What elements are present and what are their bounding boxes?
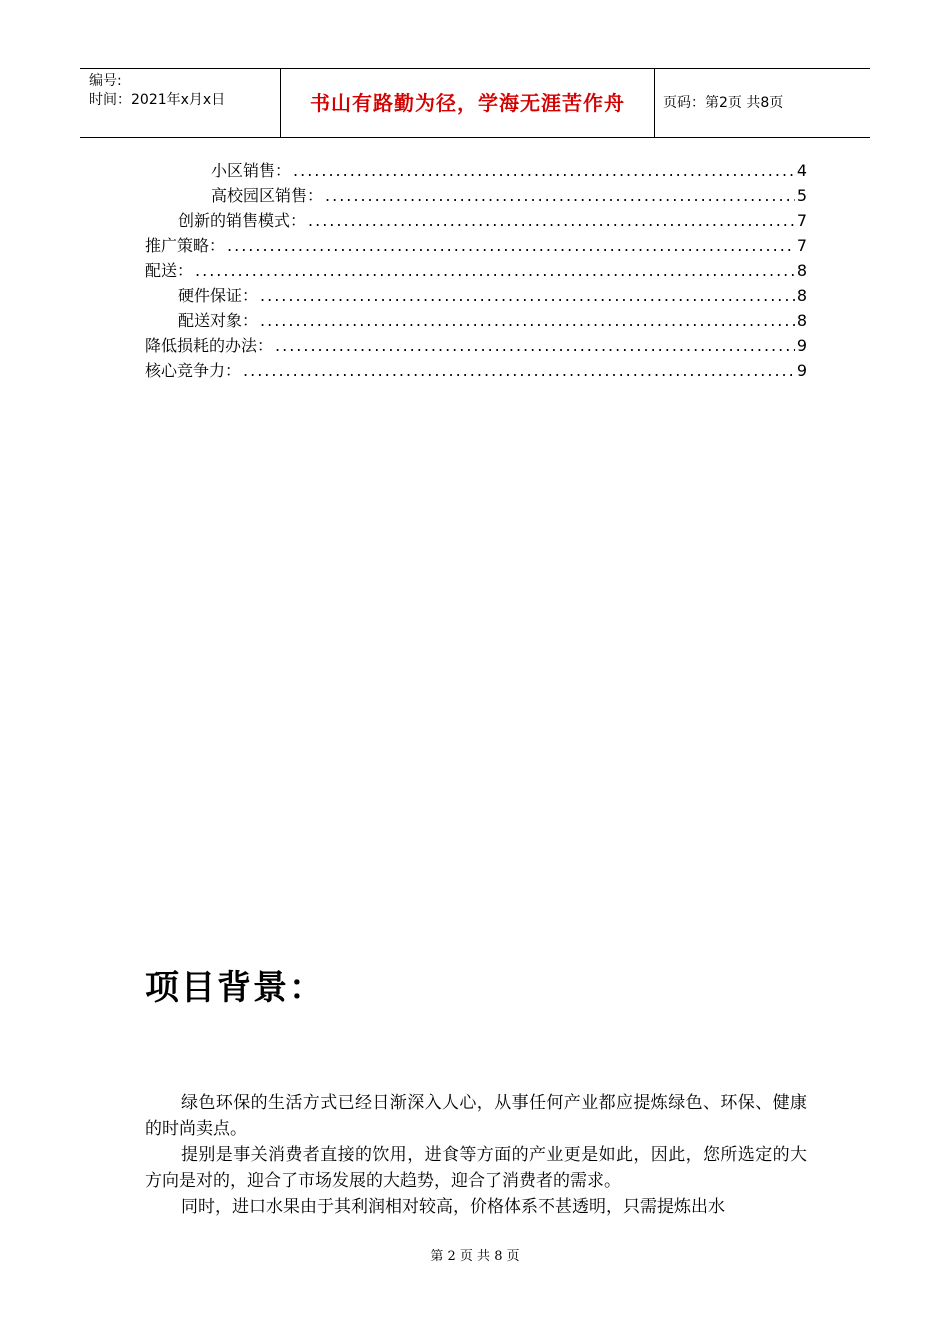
toc-entry[interactable] [145, 158, 807, 183]
toc-leader-dots [275, 333, 795, 358]
toc-entry-page: 4 [796, 161, 807, 180]
toc-entry-label: 核心竞争力： [145, 361, 242, 380]
toc-leader-dots [308, 208, 795, 233]
toc-entry[interactable] [145, 358, 807, 383]
toc-entry-page: 7 [796, 211, 807, 230]
table-of-contents [145, 158, 807, 383]
toc-entry-label: 高校园区销售： [211, 186, 324, 205]
section-body [145, 1090, 807, 1220]
toc-entry-label: 配送对象： [178, 311, 259, 330]
page-footer: 第 2 页 共 8 页 [430, 1249, 520, 1264]
toc-leader-dots [243, 358, 795, 383]
document-code-label: 编号: [89, 73, 122, 89]
page-header [80, 68, 870, 138]
toc-leader-dots [227, 233, 795, 258]
toc-entry-label: 创新的销售模式： [178, 211, 307, 230]
document-date: 时间：2021年x月x日 [89, 92, 226, 108]
header-page-info: 页码：第2页 共8页 [663, 95, 784, 111]
section-heading: 项目背景： [145, 968, 325, 1008]
toc-entry-page: 8 [796, 286, 807, 305]
toc-entry[interactable] [145, 233, 807, 258]
body-paragraph: 绿色环保的生活方式已经日渐深入人心，从事任何产业都应提炼绿色、环保、健康的时尚卖点。 [145, 1093, 807, 1139]
toc-entry[interactable] [145, 333, 807, 358]
toc-leader-dots [260, 308, 795, 333]
header-motto: 书山有路勤为径，学海无涯苦作舟 [281, 69, 655, 137]
toc-entry-page: 9 [796, 361, 807, 380]
toc-entry-page: 7 [796, 236, 807, 255]
toc-entry-label: 降低损耗的办法： [145, 336, 274, 355]
header-meta-cell [80, 69, 281, 137]
toc-leader-dots [260, 283, 795, 308]
toc-leader-dots [195, 258, 795, 283]
toc-entry[interactable] [145, 258, 807, 283]
body-paragraph: 提别是事关消费者直接的饮用，进食等方面的产业更是如此，因此，您所选定的大方向是对的，迎合了市场发展的大趋势，迎合了消费者的需求。 [145, 1145, 807, 1191]
toc-entry[interactable] [145, 183, 807, 208]
toc-entry-label: 配送： [145, 261, 194, 280]
toc-leader-dots [293, 158, 795, 183]
toc-entry-page: 5 [796, 186, 807, 205]
toc-entry-page: 8 [796, 311, 807, 330]
toc-entry-page: 9 [796, 336, 807, 355]
toc-entry-label: 小区销售： [211, 161, 292, 180]
body-paragraph: 同时，进口水果由于其利润相对较高，价格体系不甚透明，只需提炼出水 [181, 1197, 725, 1217]
toc-entry[interactable] [145, 308, 807, 333]
toc-entry-page: 8 [796, 261, 807, 280]
toc-entry[interactable] [145, 208, 807, 233]
toc-leader-dots [325, 183, 795, 208]
toc-entry-label: 硬件保证： [178, 286, 259, 305]
toc-entry[interactable] [145, 283, 807, 308]
toc-entry-label: 推广策略： [145, 236, 226, 255]
